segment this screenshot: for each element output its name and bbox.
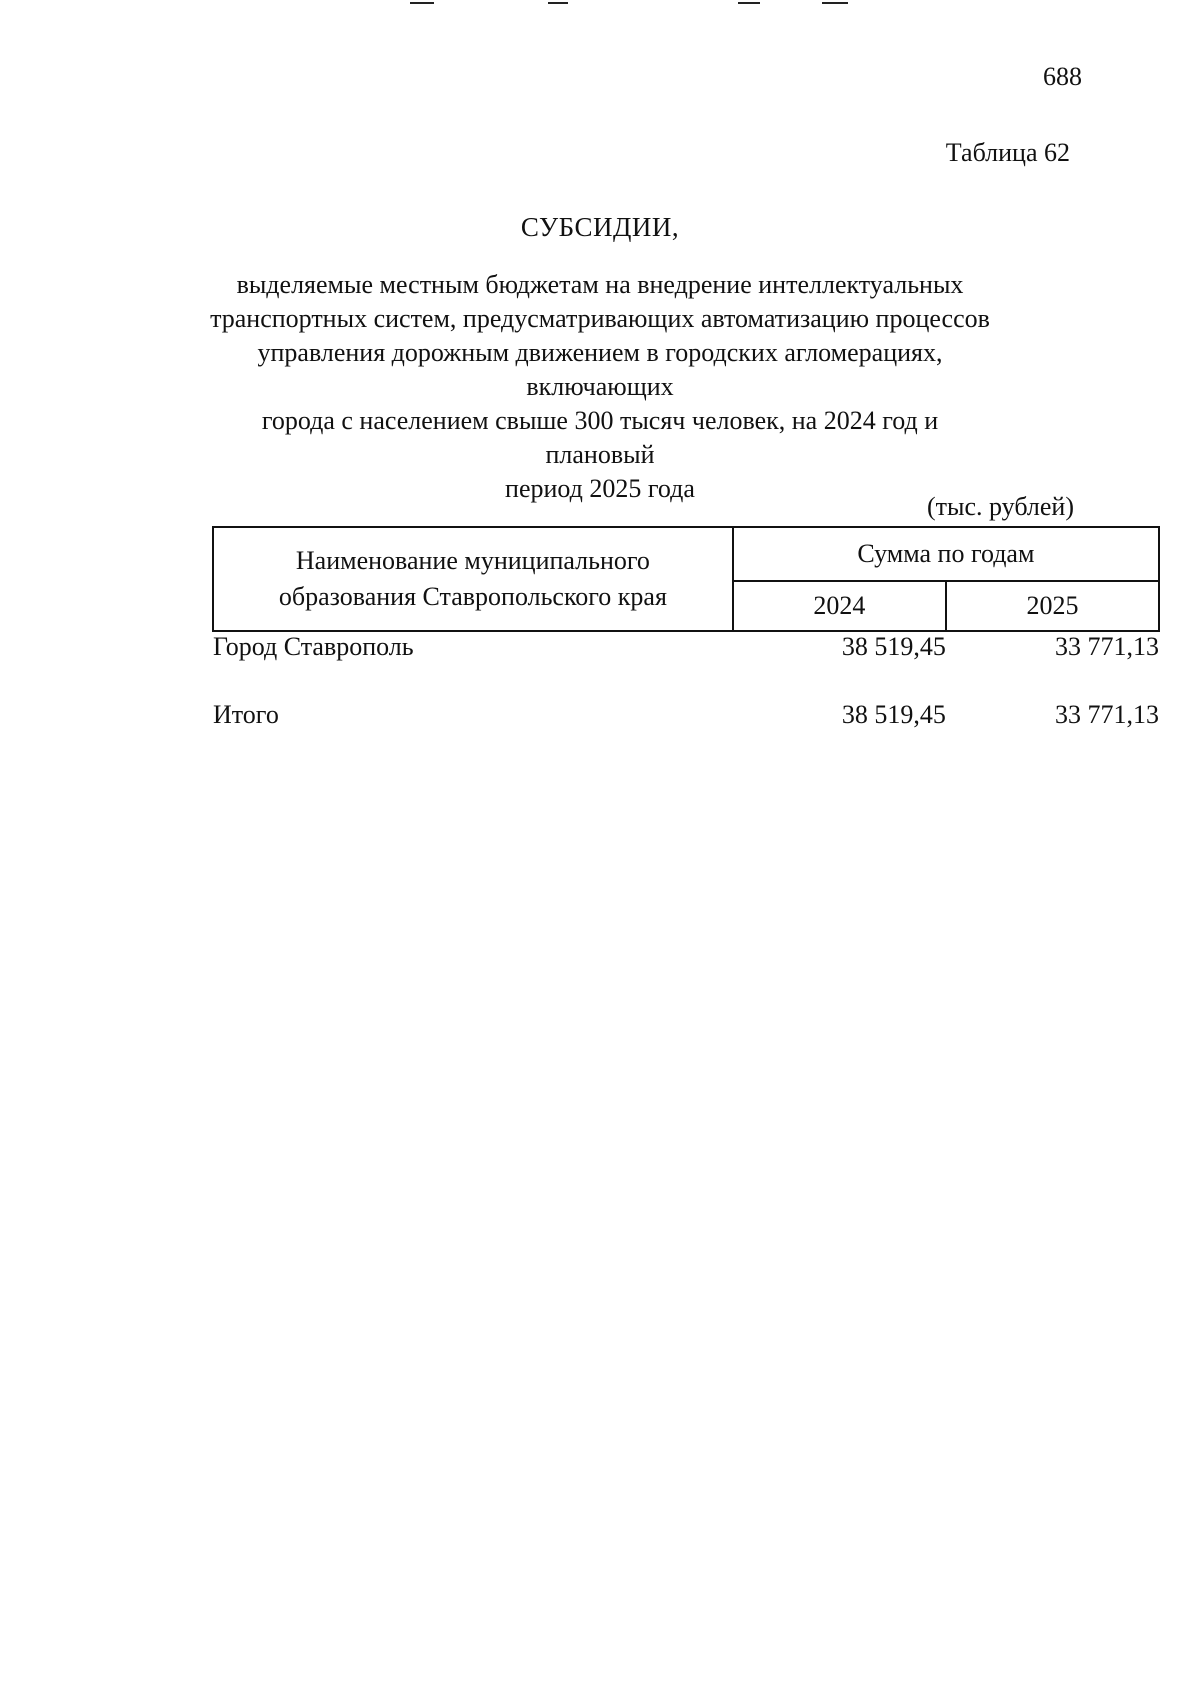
row-value-2025: 33 771,13 [1055,632,1159,661]
subtitle-line: выделяемые местным бюджетам на внедрение интеллектуальных [236,270,964,299]
header-sum-by-years: Сумма по годам [733,527,1159,581]
subsidies-table [212,526,1160,744]
subtitle-line: управления дорожным движением в городских агломерациях, включающих [257,338,943,401]
table-body [213,631,1159,744]
header-year-2024: 2024 [733,581,946,631]
total-label: Итого [213,700,279,729]
document-title: СУБСИДИИ, [520,212,680,242]
document-subtitle [210,268,990,506]
scan-artifact-marks [0,0,1200,8]
page-number: 688 [1043,62,1082,91]
total-value-2024: 38 519,45 [841,700,946,729]
header-municipality-line: Наименование муниципального [295,546,650,575]
subtitle-line: города с населением свыше 300 тысяч человек, на 2024 год и плановый [261,406,939,469]
unit-label: (тыс. рублей) [926,492,1074,521]
table-total-row [213,700,1159,744]
subtitle-line: транспортных систем, предусматривающих автоматизацию процессов [210,304,990,333]
header-municipality [213,527,733,631]
total-value-2025: 33 771,13 [1055,700,1159,729]
table-header [213,527,1159,631]
table-label: Таблица 62 [945,138,1070,167]
subtitle-line: период 2025 года [505,474,695,503]
row-municipality-name: Город Ставрополь [213,632,414,661]
row-value-2024: 38 519,45 [841,632,946,661]
header-municipality-line: образования Ставропольского края [278,582,667,611]
header-year-2025: 2025 [946,581,1159,631]
table-spacer [213,676,1159,700]
table-row [213,631,1159,676]
